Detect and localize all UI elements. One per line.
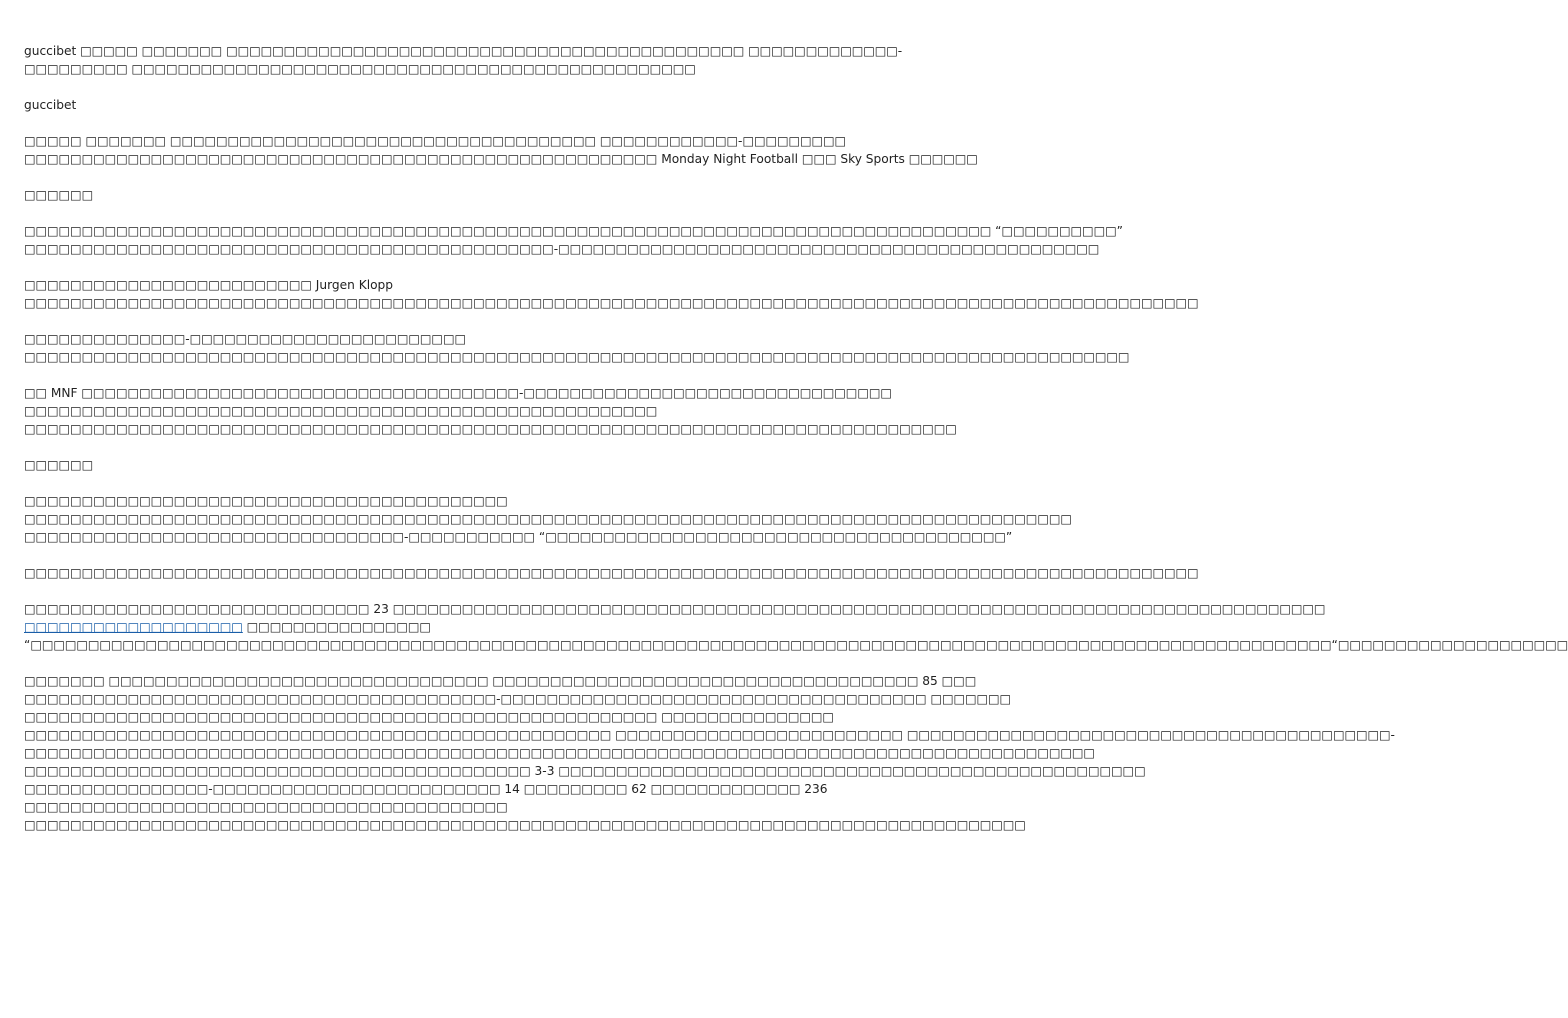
text-line: □□□□□□□□□□□□□□□□□□□□□□□□□□□□□□□□□□□□□□□□□□□□□□□□□□□□□□□: [24, 404, 658, 418]
paragraph: [24, 456, 696, 474]
text-line: [24, 618, 696, 636]
text-line: □□□□□□□□□□□□□□□□□□□□□□□□□□□□□□□□□□□□□□□□□□□□□□□□□□□□□□□□□□□□□□□□□□□□□□□□□□□□□□□□□□□□□□□□□□□□□□□□□□□□□□: [24, 296, 1199, 310]
paragraph: [24, 330, 1130, 366]
text-line: □□□□□□□□□□□□□□□□□□□□□□□□□□□□□□□□□□□□□□□□□□□□□□□□□□□□□□□□□□□□□□□□□□□□□□□□□□□□□□□□□□□□□□□: [24, 818, 1026, 832]
text-line: □□□□□□□□□□□□□□□□□□□□□□□□□ Jurgen Klopp: [24, 278, 394, 292]
paragraph: [24, 600, 1568, 654]
text-line: □□□□□□□□□□□□□□□□□□□□□□□□□□□□□□□□□□□□□□□□□□□□□□□□□□□□□□□□□□□□□□□□□□□□□□□□□□□□□□□□□□□□ “□□□□□□□□□□”: [24, 224, 1123, 238]
text-line: □□□□□□□□□□□□□□□□□□□□□□□□□□□□□□□□□□□□□□□□□□□□□□□□□□□□□□□□□□□□□□□□□□□□□□□□□□□□□□□□□□□□□□□□□□□□□: [24, 746, 1095, 760]
paragraph: [24, 222, 1123, 258]
text-line: □□□□□□□□□□□□□□□□□□□□□□□□□□□□□□□□□□□□□□□□□□□□□□□□□□□□□□□□□□□□□□□□□□□□□□□□□□□□□□□□□□□□□□□□□□□□□□□□□□□□□□: [24, 566, 1199, 580]
text-line: □□□□□ □□□□□□□ □□□□□□□□□□□□□□□□□□□□□□□□□□□□□□□□□□□□□ □□□□□□□□□□□□-□□□□□□□□□: [24, 134, 847, 148]
text-line: guccibet: [24, 98, 77, 112]
text-line: “□□□□□□□□□□□□□□□□□□□□□□□□□□□□□□□□□□□□□□□□□□□□□□□□□□□□□□□□□□□□□□□□□□□□□□□□□□□□□□□□□□□□□□□□□□□□□□□□□□□□□□□□□□□□□□□□□“□□□□□□□□□□□□□□□□□□□□: [24, 638, 1568, 652]
text-line: □□□□□□: [24, 188, 94, 202]
paragraph: [24, 186, 696, 204]
inline-link[interactable]: □□□□□□□□□□□□□□□□□□□: [24, 620, 243, 634]
text-line: □□□□□□□□□ □□□□□□□□□□□□□□□□□□□□□□□□□□□□□□□□□□□□□□□□□□□□□□□□□: [24, 62, 696, 76]
text-line: □□□□□□□□□□□□□□□□-□□□□□□□□□□□□□□□□□□□□□□□□□ 14 □□□□□□□□□ 62 □□□□□□□□□□□□□ 236: [24, 782, 828, 796]
text-line: □□□□□□□ □□□□□□□□□□□□□□□□□□□□□□□□□□□□□□□□□ □□□□□□□□□□□□□□□□□□□□□□□□□□□□□□□□□□□□□ 85 □□□: [24, 674, 977, 688]
text-line: □□□□□□□□□□□□□□□□□□□□□□□□□□□□□□□□□□□□□□□□□□□□□□□□□□□□□□□ Monday Night Football □□□ Sky Sports □□□□□□: [24, 152, 978, 166]
text-line: □□□□□□□□□□□□□□□□□□□□□□□□□□□□□□□□□□□□□□□□□□□□ 3-3 □□□□□□□□□□□□□□□□□□□□□□□□□□□□□□□□□□□□□□□□□□□□□□□□□□□: [24, 764, 1146, 778]
paragraph: [24, 564, 1199, 582]
text-line: □□□□□□□□□□□□□□□□□□□□□□□□□□□□□□□□□□□□□□□□□□: [24, 800, 508, 814]
paragraph: [24, 132, 978, 168]
paragraph: [24, 492, 1072, 546]
text-line: □□ MNF □□□□□□□□□□□□□□□□□□□□□□□□□□□□□□□□□□□□□□-□□□□□□□□□□□□□□□□□□□□□□□□□□□□□□□□: [24, 386, 892, 400]
text-line: □□□□□□□□□□□□□□□□□□□□□□□□□□□□□□□□□-□□□□□□□□□□□ “□□□□□□□□□□□□□□□□□□□□□□□□□□□□□□□□□□□□□□□□”: [24, 530, 1013, 544]
text-line: □□□□□□□□□□□□□□□□□□□□□□□□□□□□□□□□□□□□□□□□□□□□□□□□□□□□□□□□□□□□□□□□□□□□□□□□□□□□□□□□□□□□□□□□□□□□□□□□: [24, 350, 1130, 364]
text-line: □□□□□□□□□□□□□□□□□□□□□□□□□□□□□□□□□□□□□□□□□□□□□□□□□□□□□□□□□□□□□□□□□□□□□□□□□□□□□□□□□□□□□□□□□□□: [24, 512, 1072, 526]
paragraph: [24, 276, 1199, 312]
text-line: □□□□□□□□□□□□□□□□□□□□□□□□□□□□□□□□□□□□□□□□□□□□□□□□□□□□□□□□□□□□□□□□□□□□□□□□□□□□□□□□□: [24, 422, 957, 436]
text-span: □□□□□□□□□□□□□□□□: [242, 620, 431, 634]
text-line: □□□□□□□□□□□□□□□□□□□□□□□□□□□□□□□□□□□□□□□□□□□□□□□□□□□ □□□□□□□□□□□□□□□□□□□□□□□□□ □□□□□□□□□□□□□□□□□□□□□□□□□□□□□□□□□□□□□□□□□□-: [24, 728, 1395, 742]
text-line: □□□□□□□□□□□□□□□□□□□□□□□□□□□□□□ 23 □□□□□□□□□□□□□□□□□□□□□□□□□□□□□□□□□□□□□□□□□□□□□□□□□□□□□□□□□□□□□□□□□□□□□□□□□□□□□□□□□: [24, 602, 1326, 616]
text-line: □□□□□□□□□□□□□□-□□□□□□□□□□□□□□□□□□□□□□□□: [24, 332, 466, 346]
text-line: □□□□□□□□□□□□□□□□□□□□□□□□□□□□□□□□□□□□□□□□□□□□□□-□□□□□□□□□□□□□□□□□□□□□□□□□□□□□□□□□□□□□□□□□□□□□□□: [24, 242, 1100, 256]
paragraph: [24, 672, 1395, 834]
text-line: □□□□□□□□□□□□□□□□□□□□□□□□□□□□□□□□□□□□□□□□□□□□□□□□□□□□□□□ □□□□□□□□□□□□□□□: [24, 710, 834, 724]
paragraph: [24, 384, 957, 438]
text-line: guccibet □□□□□ □□□□□□□ □□□□□□□□□□□□□□□□□□□□□□□□□□□□□□□□□□□□□□□□□□□□□ □□□□□□□□□□□□□-: [24, 44, 903, 58]
text-line: □□□□□□□□□□□□□□□□□□□□□□□□□□□□□□□□□□□□□□□□□-□□□□□□□□□□□□□□□□□□□□□□□□□□□□□□□□□□□□□ □□□□□□□: [24, 692, 1012, 706]
text-line: □□□□□□□□□□□□□□□□□□□□□□□□□□□□□□□□□□□□□□□□□□: [24, 494, 508, 508]
text-line: □□□□□□: [24, 458, 94, 472]
paragraph: [24, 96, 696, 114]
paragraph: [24, 42, 903, 78]
